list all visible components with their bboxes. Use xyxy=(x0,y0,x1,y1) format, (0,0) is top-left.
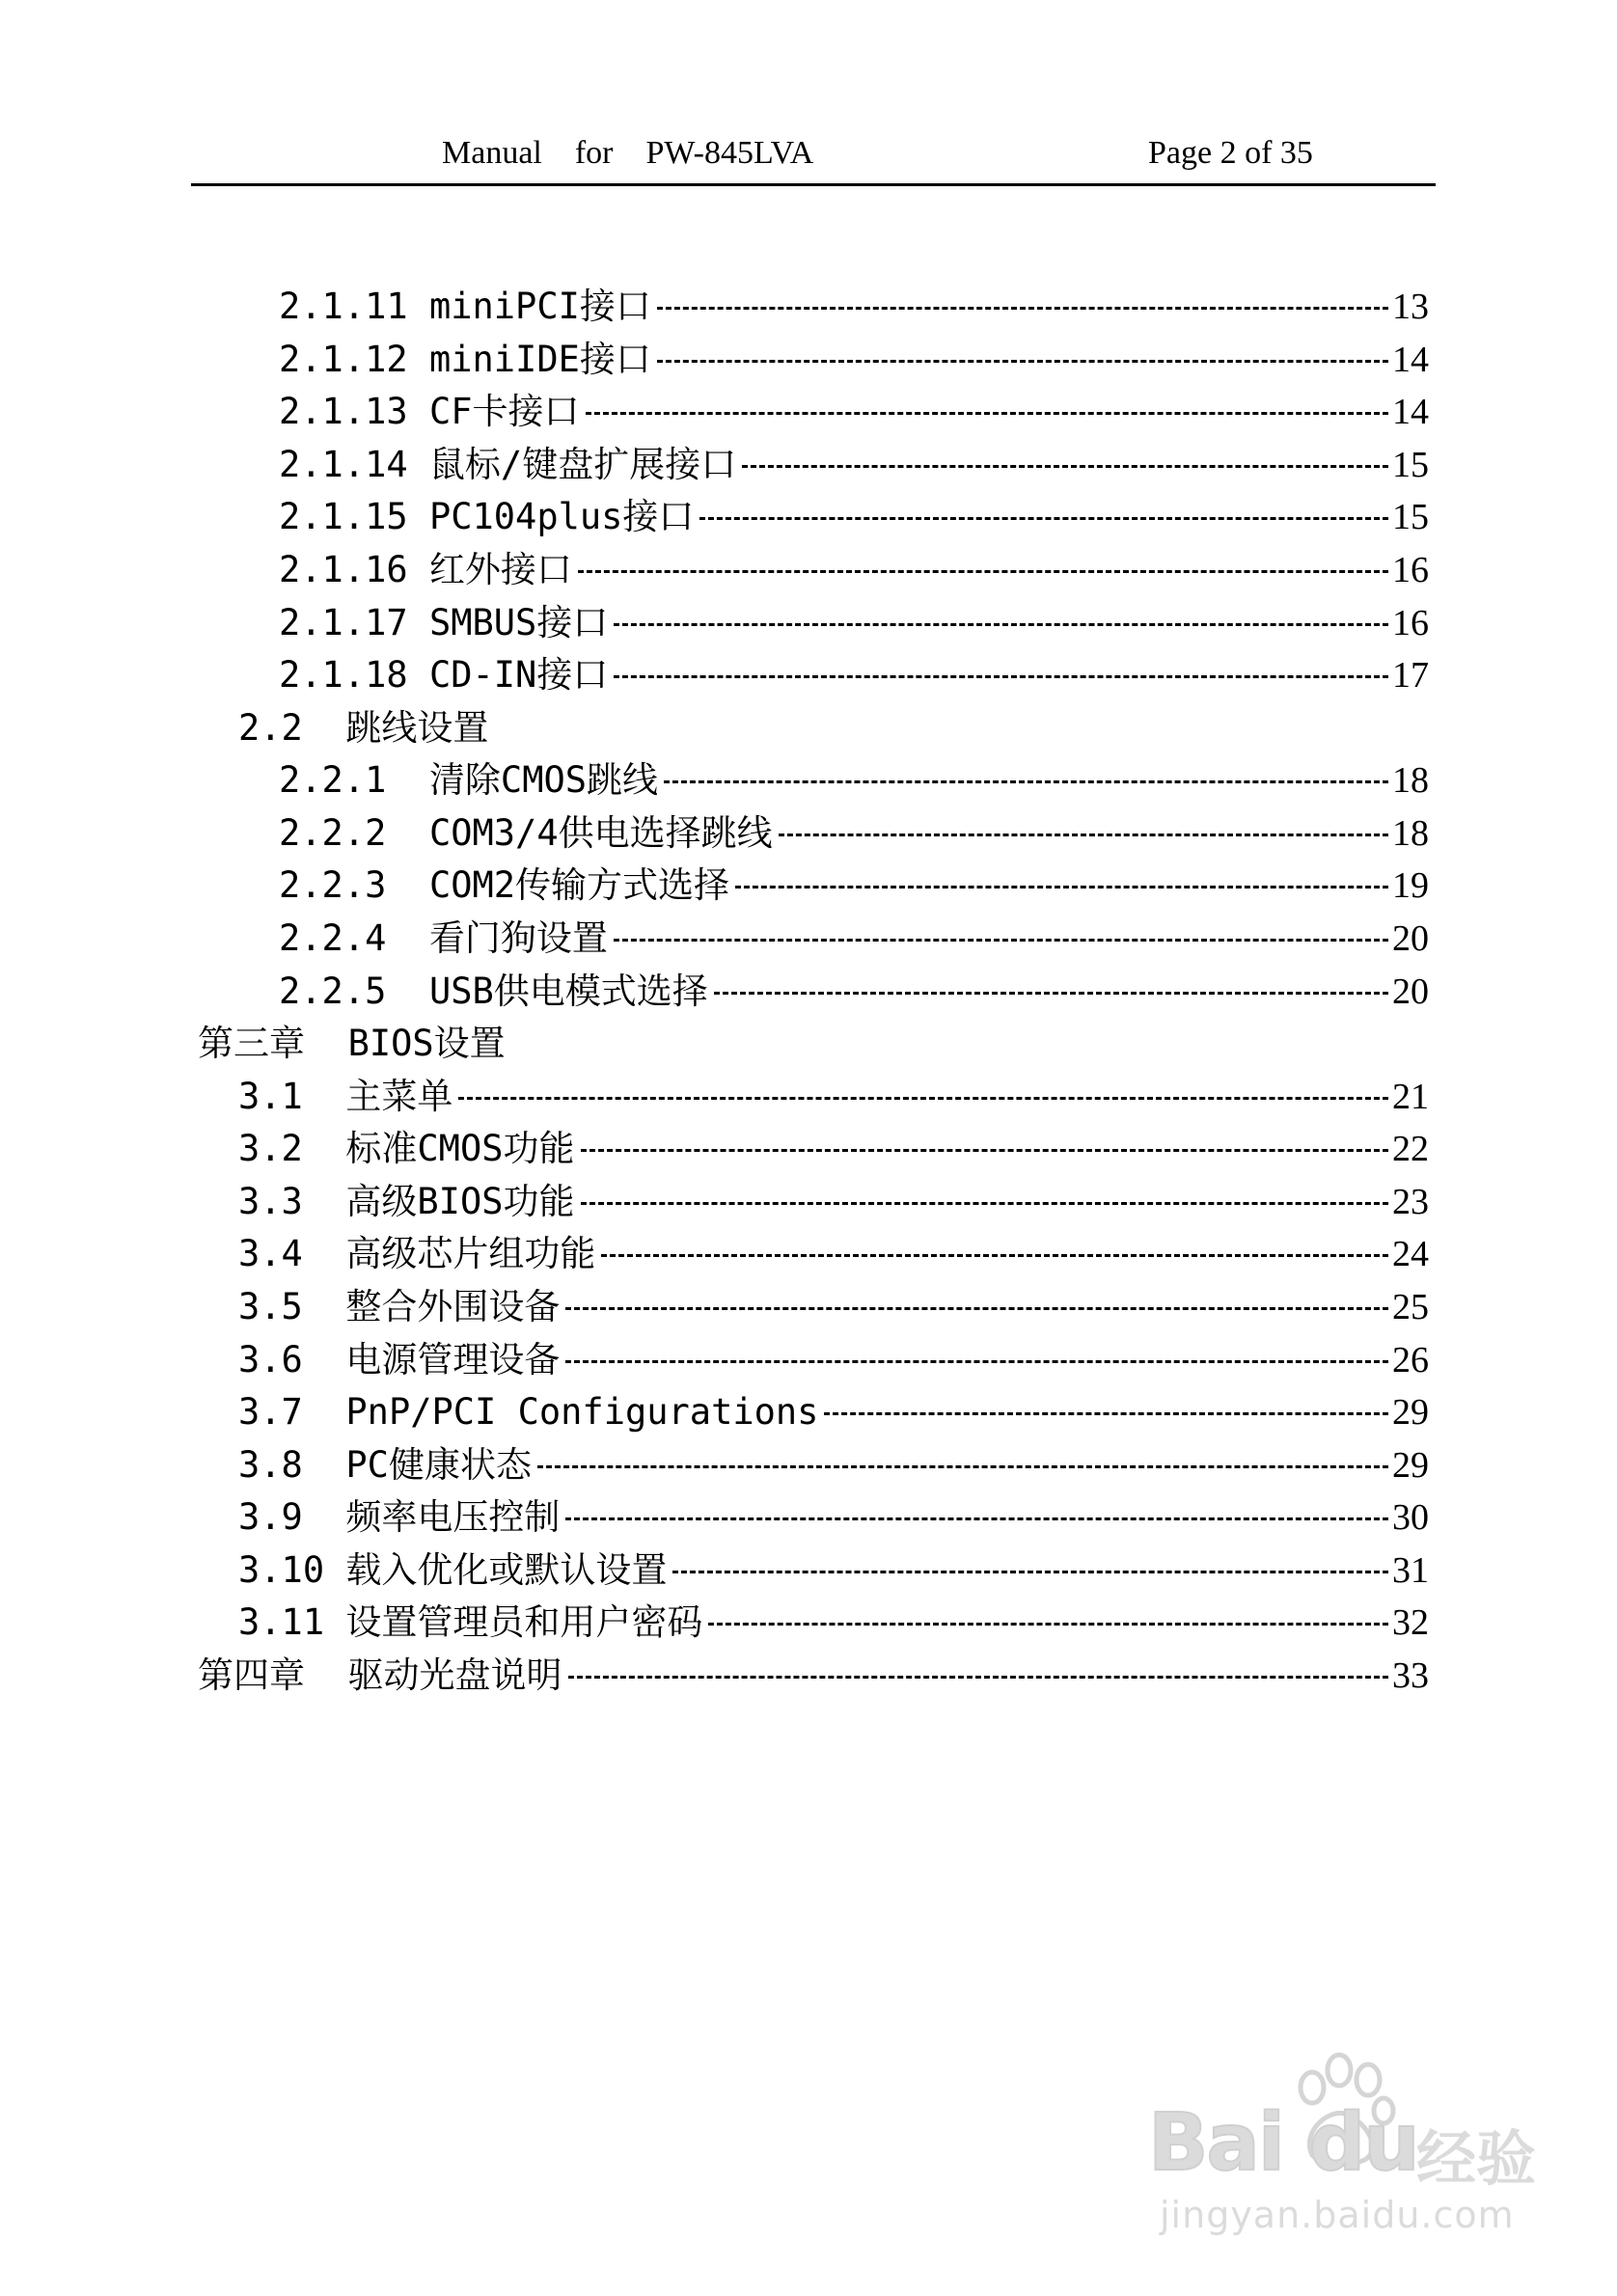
toc-page: 25 xyxy=(1392,1287,1429,1327)
dot-leader xyxy=(779,834,1388,836)
toc-number: 3.10 xyxy=(238,1549,346,1591)
toc-number: 2.2.3 xyxy=(279,864,429,906)
toc-number: 3.7 xyxy=(238,1391,346,1433)
dot-leader xyxy=(657,307,1388,310)
dot-leader xyxy=(581,1202,1389,1205)
toc-title: 载入优化或默认设置 xyxy=(345,1549,668,1591)
toc-number: 2.2.1 xyxy=(279,759,429,801)
toc-number: 2.1.11 xyxy=(279,286,429,327)
toc-page: 23 xyxy=(1392,1182,1429,1222)
dot-leader xyxy=(708,1623,1388,1626)
toc-number: 2.1.14 xyxy=(279,444,429,485)
toc-title: 高级BIOS功能 xyxy=(345,1181,575,1222)
watermark-brand: Bai du xyxy=(1148,2097,1418,2189)
toc-entry xyxy=(238,1544,1429,1597)
toc-page: 15 xyxy=(1392,497,1429,537)
toc-title: 清除CMOS跳线 xyxy=(428,759,659,801)
dot-leader xyxy=(458,1097,1388,1100)
toc-number: 3.3 xyxy=(238,1181,346,1222)
toc-page: 18 xyxy=(1392,813,1429,854)
toc-entry xyxy=(279,439,1429,491)
toc-number: 第四章 xyxy=(198,1654,348,1696)
dot-leader xyxy=(742,465,1388,468)
dot-leader xyxy=(568,1676,1388,1679)
toc-number: 3.8 xyxy=(238,1444,346,1486)
toc-entry xyxy=(238,1228,1429,1280)
toc-page: 29 xyxy=(1392,1445,1429,1486)
toc-page: 20 xyxy=(1392,918,1429,959)
toc-page: 18 xyxy=(1392,760,1429,801)
toc-title: USB供电模式选择 xyxy=(428,970,708,1012)
dot-leader xyxy=(565,1360,1388,1363)
toc-page: 32 xyxy=(1392,1602,1429,1643)
toc-entry xyxy=(279,649,1429,701)
toc-page: 22 xyxy=(1392,1129,1429,1169)
toc-entry xyxy=(238,1439,1429,1491)
toc-title: COM3/4供电选择跳线 xyxy=(428,812,773,854)
toc-number: 2.1.13 xyxy=(279,391,429,432)
toc-number: 2.1.16 xyxy=(279,549,429,590)
toc-number: 3.11 xyxy=(238,1601,346,1643)
toc-number: 3.6 xyxy=(238,1339,346,1380)
dot-leader xyxy=(664,780,1388,783)
toc-entry xyxy=(279,966,1429,1018)
toc-number: 2.2.2 xyxy=(279,812,429,854)
toc-entry xyxy=(238,1281,1429,1333)
toc-title: 跳线设置 xyxy=(345,707,489,749)
toc-page: 17 xyxy=(1392,655,1429,696)
toc-number: 3.5 xyxy=(238,1286,346,1327)
toc-entry xyxy=(279,544,1429,596)
dot-leader xyxy=(714,992,1388,995)
toc-entry xyxy=(238,1597,1429,1649)
dot-leader xyxy=(581,1149,1389,1152)
toc-number: 第三章 xyxy=(198,1023,348,1064)
toc-page: 15 xyxy=(1392,445,1429,485)
dot-leader xyxy=(537,1465,1388,1468)
toc-page: 14 xyxy=(1392,392,1429,432)
toc-title: CF卡接口 xyxy=(428,391,580,432)
toc-page: 20 xyxy=(1392,971,1429,1012)
toc-title: miniPCI接口 xyxy=(428,286,651,327)
manual-title: Manual for PW-845LVA xyxy=(442,135,814,171)
toc-number: 2.2.5 xyxy=(279,970,429,1012)
toc-title: 驱动光盘说明 xyxy=(347,1654,562,1696)
page-header xyxy=(191,135,1436,185)
dot-leader xyxy=(699,517,1388,520)
dot-leader xyxy=(601,1254,1388,1257)
dot-leader xyxy=(614,623,1388,626)
dot-leader xyxy=(657,360,1388,363)
toc-entry xyxy=(279,334,1429,386)
watermark-jingyan: 经验 xyxy=(1416,2123,1537,2194)
toc-entry xyxy=(279,860,1429,912)
toc-title: 标准CMOS功能 xyxy=(345,1128,575,1169)
toc-title: 红外接口 xyxy=(428,549,572,590)
toc-entry xyxy=(279,754,1429,806)
toc-page: 14 xyxy=(1392,340,1429,380)
toc-title: PnP/PCI Configurations xyxy=(345,1391,819,1433)
toc-entry xyxy=(279,807,1429,860)
toc-page: 26 xyxy=(1392,1340,1429,1380)
page-number: Page 2 of 35 xyxy=(1148,135,1313,171)
toc-page: 13 xyxy=(1392,287,1429,327)
toc-title: 鼠标/键盘扩展接口 xyxy=(428,444,737,485)
baidu-jingyan-watermark xyxy=(1148,2047,1553,2250)
toc-page: 30 xyxy=(1392,1497,1429,1538)
toc-entry xyxy=(238,1386,1429,1438)
toc-number: 3.4 xyxy=(238,1233,346,1274)
toc-number: 2.1.18 xyxy=(279,654,429,696)
toc-section-heading xyxy=(238,702,1429,754)
toc-title: 电源管理设备 xyxy=(345,1339,561,1380)
toc-page: 16 xyxy=(1392,603,1429,643)
toc-number: 2.2 xyxy=(238,707,346,749)
toc-entry xyxy=(279,913,1429,965)
toc-entry xyxy=(279,386,1429,438)
dot-leader xyxy=(565,1517,1388,1520)
toc-title: 整合外围设备 xyxy=(345,1286,561,1327)
toc-page: 19 xyxy=(1392,865,1429,906)
toc-title: 设置管理员和用户密码 xyxy=(345,1601,703,1643)
toc-title: COM2传输方式选择 xyxy=(428,864,730,906)
toc-title: 主菜单 xyxy=(345,1076,453,1117)
toc-page: 21 xyxy=(1392,1077,1429,1117)
toc-title: PC健康状态 xyxy=(345,1444,532,1486)
toc-number: 2.1.17 xyxy=(279,602,429,643)
toc-entry xyxy=(238,1334,1429,1386)
toc-entry xyxy=(238,1123,1429,1175)
toc-entry xyxy=(279,281,1429,333)
toc-number: 2.2.4 xyxy=(279,917,429,959)
dot-leader xyxy=(735,886,1388,888)
toc-title: miniIDE接口 xyxy=(428,339,651,380)
toc-page: 31 xyxy=(1392,1550,1429,1591)
dot-leader xyxy=(586,412,1389,415)
toc-number: 3.1 xyxy=(238,1076,346,1117)
toc-chapter-entry xyxy=(198,1650,1429,1702)
toc-title: 看门狗设置 xyxy=(428,917,608,959)
toc-number: 3.2 xyxy=(238,1128,346,1169)
dot-leader xyxy=(672,1571,1388,1573)
toc-title: 频率电压控制 xyxy=(345,1496,561,1538)
toc-title: CD-IN接口 xyxy=(428,654,609,696)
toc-page: 29 xyxy=(1392,1392,1429,1433)
dot-leader xyxy=(824,1412,1388,1415)
toc-title: PC104plus接口 xyxy=(428,496,695,537)
toc-entry xyxy=(279,491,1429,543)
toc-entry xyxy=(279,597,1429,649)
toc-title: BIOS设置 xyxy=(347,1023,506,1064)
toc-entry xyxy=(238,1071,1429,1123)
dot-leader xyxy=(565,1307,1388,1310)
dot-leader xyxy=(578,570,1388,573)
toc-chapter-heading xyxy=(198,1018,1429,1070)
toc-number: 3.9 xyxy=(238,1496,346,1538)
toc-title: 高级芯片组功能 xyxy=(345,1233,596,1274)
toc-number: 2.1.12 xyxy=(279,339,429,380)
toc-title: SMBUS接口 xyxy=(428,602,609,643)
dot-leader xyxy=(614,675,1388,678)
toc-page: 24 xyxy=(1392,1234,1429,1274)
header-rule xyxy=(191,183,1436,186)
toc-entry xyxy=(238,1491,1429,1544)
toc-page: 16 xyxy=(1392,550,1429,590)
toc-entry xyxy=(238,1176,1429,1228)
toc-number: 2.1.15 xyxy=(279,496,429,537)
dot-leader xyxy=(614,939,1388,942)
toc-page: 33 xyxy=(1392,1655,1429,1696)
watermark-url: jingyan.baidu.com xyxy=(1160,2194,1515,2236)
